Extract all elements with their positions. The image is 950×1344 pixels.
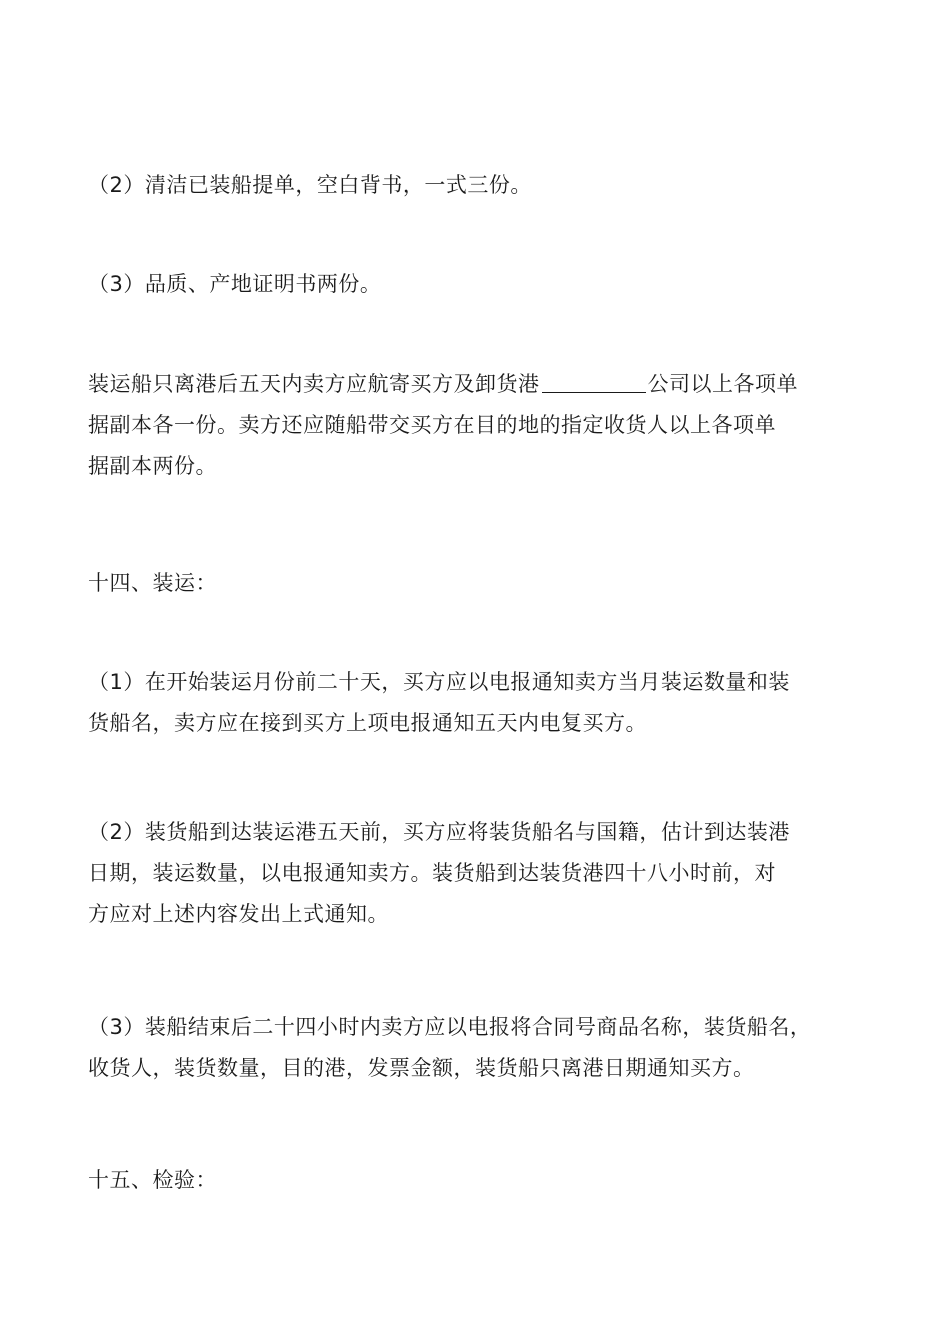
text-line: 据副本两份。 xyxy=(88,454,217,478)
text-line: 据副本各一份。卖方还应随船带交买方在目的地的指定收货人以上各项单 xyxy=(88,413,776,437)
paragraph-document-copies xyxy=(88,364,878,487)
text-line: 货船名，卖方应在接到买方上项电报通知五天内电复买方。 xyxy=(88,711,647,735)
paragraph-quality-certificate xyxy=(88,264,878,305)
text-line: （3）品质、产地证明书两份。 xyxy=(88,272,382,296)
section-heading-inspection xyxy=(88,1160,878,1201)
fill-in-blank[interactable] xyxy=(542,370,646,393)
text-line: 收货人，装货数量，目的港，发票金额，装货船只离港日期通知买方。 xyxy=(88,1056,755,1080)
text-line: （1）在开始装运月份前二十天，买方应以电报通知卖方当月装运数量和装 xyxy=(88,670,790,694)
heading-text: 十四、装运： xyxy=(88,571,217,595)
heading-text: 十五、检验： xyxy=(88,1168,217,1192)
paragraph-shipment-notice-1 xyxy=(88,662,878,744)
text-line: （2）清洁已装船提单，空白背书，一式三份。 xyxy=(88,173,532,197)
text-line: （2）装货船到达装运港五天前，买方应将装货船名与国籍，估计到达装港 xyxy=(88,820,790,844)
text-before-blank: 装运船只离港后五天内卖方应航寄买方及卸货港 xyxy=(88,372,540,396)
text-line: 日期，装运数量，以电报通知卖方。装货船到达装货港四十八小时前，对 xyxy=(88,861,776,885)
text-line: 方应对上述内容发出上式通知。 xyxy=(88,902,389,926)
paragraph-bill-of-lading xyxy=(88,165,878,206)
section-heading-shipment xyxy=(88,563,878,604)
text-line: （3）装船结束后二十四小时内卖方应以电报将合同号商品名称，装货船名， xyxy=(88,1015,812,1039)
paragraph-shipment-notice-2 xyxy=(88,812,878,935)
paragraph-shipment-notice-3 xyxy=(88,1007,878,1089)
text-after-blank: 公司以上各项单 xyxy=(647,372,798,396)
text-line-with-blank xyxy=(88,364,878,405)
